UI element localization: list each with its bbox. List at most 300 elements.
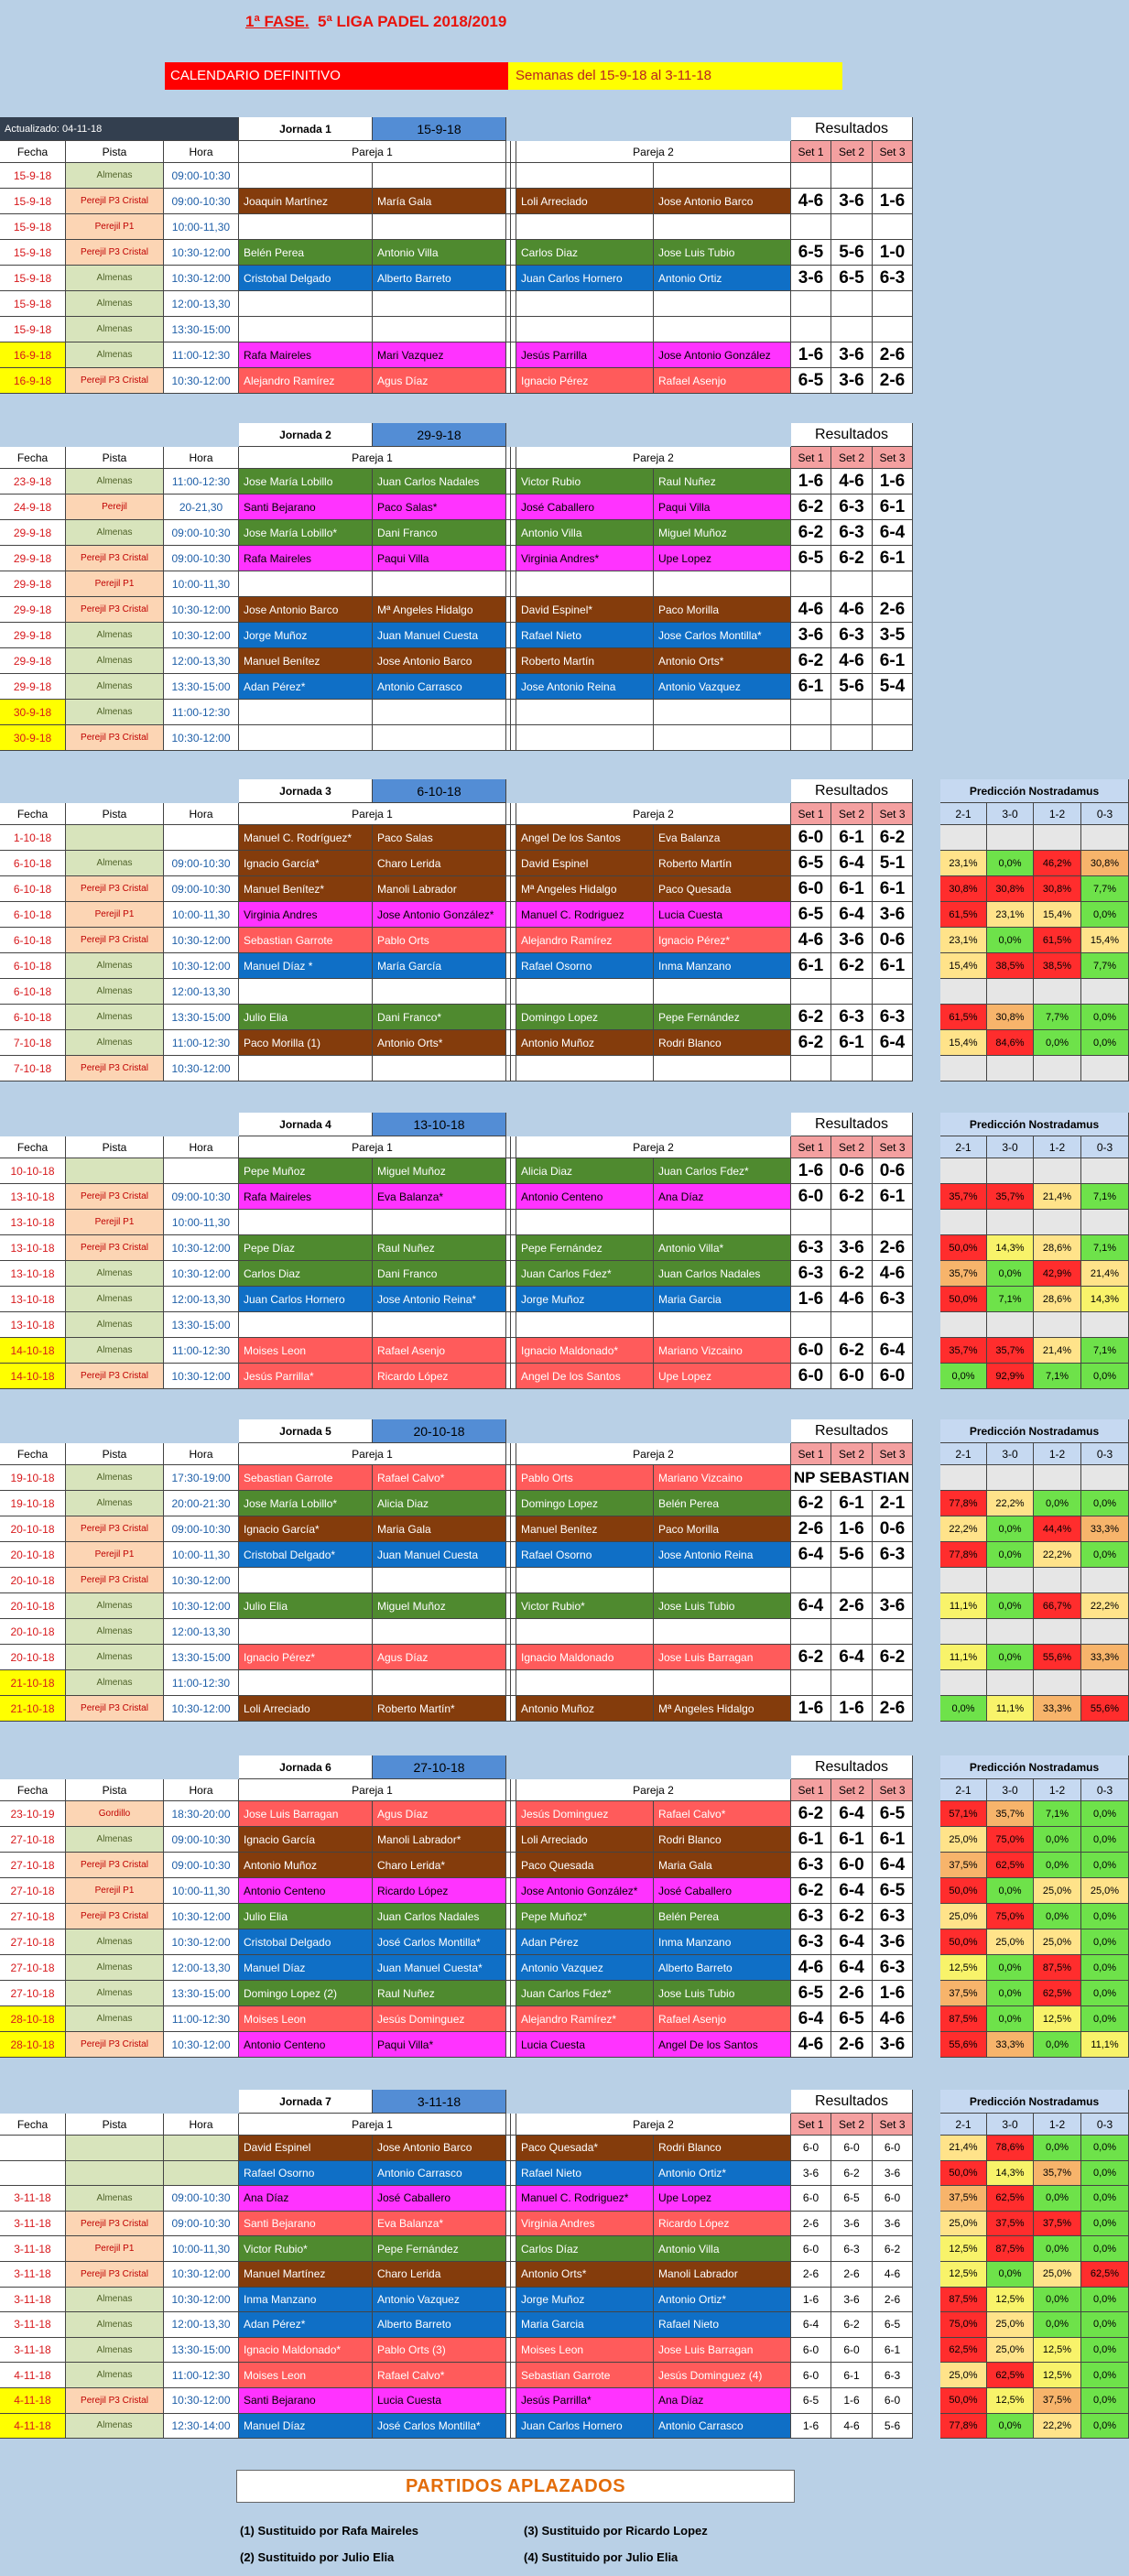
set-3-score: 6-0: [873, 2388, 913, 2414]
pair2-player2: [654, 979, 791, 1005]
pair2-player1: [516, 317, 654, 342]
set-1-score: 1-6: [791, 469, 831, 495]
prediction-0-3: 14,3%: [1081, 1287, 1129, 1312]
prediction-3-0: 62,5%: [987, 2363, 1034, 2388]
pair2-player1: Victor Rubio*: [516, 1593, 654, 1619]
match-time: 09:00-10:30: [164, 2212, 239, 2237]
match-court: Perejil: [66, 495, 164, 520]
match-row: [0, 597, 1129, 623]
pair2-player2: Maria Gala: [654, 1853, 791, 1878]
pair2-player2: Antonio Orts*: [654, 648, 791, 674]
match-time: 12:00-13,30: [164, 1955, 239, 1981]
match-row: [0, 266, 1129, 291]
match-court: Perejil P3 Cristal: [66, 189, 164, 214]
pair1-player1: Cristobal Delgado*: [239, 1542, 373, 1568]
pair1-player2: Charo Lerida: [373, 851, 506, 876]
pair2-player2: [654, 700, 791, 725]
prediction-3-0: 12,5%: [987, 2288, 1034, 2313]
prediction-2-1: 61,5%: [940, 1005, 987, 1030]
match-time: 10:00-11,30: [164, 214, 239, 240]
match-time: 10:30-12:00: [164, 1364, 239, 1389]
pair2-player1: Antonio Centeno: [516, 1184, 654, 1210]
match-row: [0, 2212, 1129, 2237]
set-2-score: 0-6: [831, 1158, 873, 1184]
prediction-3-0: 30,8%: [987, 876, 1034, 902]
set-2-score: [831, 700, 873, 725]
match-time: 10:30-12:00: [164, 928, 239, 953]
pair1-player2: María García: [373, 953, 506, 979]
prediction-1-2: [1034, 1158, 1081, 1184]
pair2-player2: Jose Luis Tubio: [654, 1593, 791, 1619]
match-date: 28-10-18: [0, 2006, 66, 2032]
match-time: 20:00-21:30: [164, 1491, 239, 1516]
prediction-3-0: 0,0%: [987, 2262, 1034, 2288]
pair2-player2: Juan Carlos Fdez*: [654, 1158, 791, 1184]
prediction-0-3: 0,0%: [1081, 2186, 1129, 2212]
set-2-score: 4-6: [831, 469, 873, 495]
set-1-score: 6-2: [791, 1005, 831, 1030]
prediction-1-2: [1034, 1568, 1081, 1593]
match-row: [0, 2006, 1129, 2032]
match-date: 13-10-18: [0, 1210, 66, 1235]
match-time: 11:00-12:30: [164, 700, 239, 725]
pair2-player1: Paco Quesada*: [516, 2136, 654, 2161]
column-headers: [0, 803, 1129, 825]
set-2-score: 1-6: [831, 1516, 873, 1542]
pair1-player2: Juan Carlos Nadales: [373, 469, 506, 495]
pair2-player1: Victor Rubio: [516, 469, 654, 495]
match-date: 7-10-18: [0, 1030, 66, 1056]
pair1-player1: Rafa Maireles: [239, 1184, 373, 1210]
pair2-player1: Jorge Muñoz: [516, 2288, 654, 2313]
prediction-3-0: 23,1%: [987, 902, 1034, 928]
prediction-0-3: 0,0%: [1081, 1827, 1129, 1853]
match-court: Almenas: [66, 2363, 164, 2388]
match-date: 6-10-18: [0, 876, 66, 902]
set-2-score: [831, 979, 873, 1005]
pair2-player1: Paco Quesada: [516, 1853, 654, 1878]
header-set1: Set 1: [791, 1443, 831, 1465]
match-time: 13:30-15:00: [164, 1645, 239, 1670]
jornada-title: Jornada 6: [239, 1755, 373, 1779]
pair2-player2: Upe Lopez: [654, 546, 791, 571]
header-fecha: Fecha: [0, 1136, 66, 1158]
prediction-0-3: 0,0%: [1081, 1981, 1129, 2006]
match-date: [0, 2136, 66, 2161]
match-court: Almenas: [66, 1593, 164, 1619]
prediction-3-0: 92,9%: [987, 1364, 1034, 1389]
pair1-player1: [239, 1670, 373, 1696]
prediction-0-3: 22,2%: [1081, 1593, 1129, 1619]
match-row: [0, 495, 1129, 520]
prediction-2-1: 23,1%: [940, 851, 987, 876]
prediction-3-0: 35,7%: [987, 1801, 1034, 1827]
pair1-player1: Julio Elia: [239, 1593, 373, 1619]
pair2-player1: [516, 214, 654, 240]
set-1-score: [791, 1670, 831, 1696]
set-3-score: [873, 1568, 913, 1593]
match-time: 13:30-15:00: [164, 317, 239, 342]
prediction-1-2: 28,6%: [1034, 1235, 1081, 1261]
set-1-score: [791, 1312, 831, 1338]
results-title: Resultados: [791, 1419, 913, 1443]
prediction-3-0: [987, 1619, 1034, 1645]
jornada-title: Jornada 1: [239, 117, 373, 141]
pair2-player2: Lucia Cuesta: [654, 902, 791, 928]
pair2-player1: Adan Pérez: [516, 1929, 654, 1955]
match-date: 13-10-18: [0, 1235, 66, 1261]
match-time: 13:30-15:00: [164, 1981, 239, 2006]
prediction-0-3: 7,1%: [1081, 1338, 1129, 1364]
match-time: 11:00-12:30: [164, 1338, 239, 1364]
prediction-0-3: 0,0%: [1081, 1030, 1129, 1056]
match-time: 09:00-10:30: [164, 163, 239, 189]
set-3-score: 6-0: [873, 2186, 913, 2212]
pair2-player2: Mariano Vizcaino: [654, 1338, 791, 1364]
set-2-score: 3-6: [831, 189, 873, 214]
set-3-score: [873, 725, 913, 751]
pair1-player2: Agus Díaz: [373, 1801, 506, 1827]
match-time: 12:00-13,30: [164, 1287, 239, 1312]
prediction-1-2: 25,0%: [1034, 1878, 1081, 1904]
header-pareja2: Pareja 2: [516, 1136, 791, 1158]
pair1-player1: Ignacio García: [239, 1827, 373, 1853]
prediction-3-0: 0,0%: [987, 2006, 1034, 2032]
set-1-score: 1-6: [791, 1158, 831, 1184]
prediction-1-2: 0,0%: [1034, 1904, 1081, 1929]
match-time: 11:00-12:30: [164, 2006, 239, 2032]
header-pareja2: Pareja 2: [516, 803, 791, 825]
set-1-score: 6-2: [791, 1491, 831, 1516]
set-3-score: 3-5: [873, 623, 913, 648]
set-3-score: 6-1: [873, 953, 913, 979]
header-set3: Set 3: [873, 1443, 913, 1465]
set-3-score: 4-6: [873, 1261, 913, 1287]
set-1-score: 4-6: [791, 597, 831, 623]
pair2-player2: Jesús Dominguez (4): [654, 2363, 791, 2388]
footnote-1: (1) Sustituido por Rafa Maireles: [240, 2524, 419, 2538]
header-pred-p12: 1-2: [1034, 1136, 1081, 1158]
prediction-1-2: 55,6%: [1034, 1645, 1081, 1670]
prediction-0-3: 7,1%: [1081, 1184, 1129, 1210]
match-time: 10:30-12:00: [164, 1593, 239, 1619]
prediction-0-3: [1081, 1568, 1129, 1593]
prediction-1-2: 15,4%: [1034, 902, 1081, 928]
set-2-score: 3-6: [831, 342, 873, 368]
match-date: 3-11-18: [0, 2212, 66, 2237]
set-2-score: 3-6: [831, 1235, 873, 1261]
results-title: Resultados: [791, 2090, 913, 2114]
pair1-player2: [373, 163, 506, 189]
pair1-player1: Sebastian Garrote: [239, 928, 373, 953]
pair2-player2: Paco Quesada: [654, 876, 791, 902]
pair1-player1: Jose María Lobillo*: [239, 1491, 373, 1516]
prediction-3-0: 35,7%: [987, 1184, 1034, 1210]
match-court: Perejil P3 Cristal: [66, 928, 164, 953]
pair1-player2: [373, 1619, 506, 1645]
jornada-date: 29-9-18: [373, 423, 506, 447]
match-time: 17:30-19:00: [164, 1465, 239, 1491]
pair2-player1: [516, 1670, 654, 1696]
pair1-player2: María Gala: [373, 189, 506, 214]
pair1-player1: Manuel Díaz: [239, 2414, 373, 2440]
pair1-player2: Juan Carlos Nadales: [373, 1904, 506, 1929]
pair2-player1: Juan Carlos Fdez*: [516, 1261, 654, 1287]
pair1-player2: [373, 979, 506, 1005]
prediction-1-2: 30,8%: [1034, 876, 1081, 902]
pair1-player2: Alicia Diaz: [373, 1491, 506, 1516]
match-time: 10:30-12:00: [164, 1235, 239, 1261]
match-row: [0, 928, 1129, 953]
match-date: 3-11-18: [0, 2262, 66, 2288]
prediction-2-1: 55,6%: [940, 2032, 987, 2058]
jornada-date: 27-10-18: [373, 1755, 506, 1779]
pair2-player2: [654, 1312, 791, 1338]
prediction-3-0: 38,5%: [987, 953, 1034, 979]
prediction-3-0: 0,0%: [987, 1955, 1034, 1981]
set-3-score: 3-6: [873, 902, 913, 928]
set-1-score: [791, 571, 831, 597]
pair2-player2: Belén Perea: [654, 1904, 791, 1929]
prediction-1-2: 0,0%: [1034, 2136, 1081, 2161]
header-set1: Set 1: [791, 803, 831, 825]
pair2-player2: Rafael Calvo*: [654, 1801, 791, 1827]
match-row: [0, 520, 1129, 546]
match-date: 6-10-18: [0, 1005, 66, 1030]
pair2-player2: Mariano Vizcaino: [654, 1465, 791, 1491]
match-time: 10:30-12:00: [164, 2262, 239, 2288]
match-date: 6-10-18: [0, 979, 66, 1005]
prediction-3-0: 7,1%: [987, 1287, 1034, 1312]
prediction-1-2: [1034, 1210, 1081, 1235]
header-hora: Hora: [164, 141, 239, 163]
prediction-1-2: 0,0%: [1034, 1030, 1081, 1056]
match-date: 19-10-18: [0, 1465, 66, 1491]
prediction-2-1: 62,5%: [940, 2338, 987, 2364]
match-row: [0, 469, 1129, 495]
match-date: 30-9-18: [0, 700, 66, 725]
set-2-score: [831, 1312, 873, 1338]
prediction-0-3: 0,0%: [1081, 1955, 1129, 1981]
header-set3: Set 3: [873, 1779, 913, 1801]
updated-label: Actualizado: 04-11-18: [0, 117, 239, 141]
prediction-2-1: 21,4%: [940, 2136, 987, 2161]
match-court: Almenas: [66, 1827, 164, 1853]
pair1-player2: [373, 700, 506, 725]
match-time: 09:00-10:30: [164, 189, 239, 214]
header-pred-p12: 1-2: [1034, 1779, 1081, 1801]
prediction-1-2: 62,5%: [1034, 1981, 1081, 2006]
match-court: Perejil P3 Cristal: [66, 1568, 164, 1593]
set-3-score: 2-1: [873, 1491, 913, 1516]
match-row: [0, 1981, 1129, 2006]
prediction-2-1: 37,5%: [940, 2186, 987, 2212]
set-2-score: 6-3: [831, 2236, 873, 2262]
header-set2: Set 2: [831, 2114, 873, 2136]
match-row: [0, 1619, 1129, 1645]
jornada-header: [0, 1419, 1129, 1443]
set-1-score: 6-2: [791, 648, 831, 674]
prediction-0-3: 0,0%: [1081, 1364, 1129, 1389]
set-2-score: 6-2: [831, 1338, 873, 1364]
set-3-score: 6-1: [873, 495, 913, 520]
pair1-player1: Manuel Díaz *: [239, 953, 373, 979]
match-time: 12:00-13,30: [164, 648, 239, 674]
prediction-0-3: 7,1%: [1081, 1235, 1129, 1261]
pair1-player1: Pepe Díaz: [239, 1235, 373, 1261]
pair2-player2: Rafael Asenjo: [654, 2006, 791, 2032]
header-pista: Pista: [66, 141, 164, 163]
prediction-0-3: [1081, 1312, 1129, 1338]
set-2-score: [831, 317, 873, 342]
match-date: 29-9-18: [0, 571, 66, 597]
pair2-player1: [516, 1568, 654, 1593]
pair2-player1: Jesús Dominguez: [516, 1801, 654, 1827]
set-3-score: [873, 214, 913, 240]
prediction-3-0: [987, 979, 1034, 1005]
prediction-2-1: 35,7%: [940, 1184, 987, 1210]
set-1-score: 3-6: [791, 266, 831, 291]
match-time: 10:00-11,30: [164, 902, 239, 928]
prediction-1-2: [1034, 979, 1081, 1005]
pair1-player2: Juan Manuel Cuesta: [373, 623, 506, 648]
set-1-score: 6-5: [791, 902, 831, 928]
match-court: Almenas: [66, 163, 164, 189]
set-1-score: 1-6: [791, 1696, 831, 1722]
match-time: 13:30-15:00: [164, 674, 239, 700]
match-court: Perejil P3 Cristal: [66, 240, 164, 266]
match-row: [0, 163, 1129, 189]
match-date: 19-10-18: [0, 1491, 66, 1516]
match-time: 10:00-11,30: [164, 1542, 239, 1568]
pair1-player1: Manuel Benítez: [239, 648, 373, 674]
match-time: 11:00-12:30: [164, 1030, 239, 1056]
pair2-player2: José Caballero: [654, 1878, 791, 1904]
set-1-score: 6-5: [791, 2388, 831, 2414]
match-court: Perejil P3 Cristal: [66, 1184, 164, 1210]
header-pista: Pista: [66, 803, 164, 825]
prediction-2-1: [940, 1568, 987, 1593]
set-1-score: 6-1: [791, 953, 831, 979]
pair1-player1: Manuel Benítez*: [239, 876, 373, 902]
set-3-score: 5-4: [873, 674, 913, 700]
prediction-2-1: 12,5%: [940, 2236, 987, 2262]
pair1-player1: Ignacio Pérez*: [239, 1645, 373, 1670]
prediction-3-0: 25,0%: [987, 2338, 1034, 2364]
pair2-player2: Inma Manzano: [654, 1929, 791, 1955]
pair1-player2: Dani Franco: [373, 1261, 506, 1287]
match-time: 09:00-10:30: [164, 546, 239, 571]
match-row: [0, 979, 1129, 1005]
prediction-3-0: [987, 1158, 1034, 1184]
set-3-score: [873, 700, 913, 725]
set-3-score: 6-1: [873, 546, 913, 571]
match-date: 20-10-18: [0, 1568, 66, 1593]
prediction-3-0: [987, 1210, 1034, 1235]
prediction-2-1: 50,0%: [940, 1878, 987, 1904]
pair1-player2: [373, 1056, 506, 1081]
set-2-score: [831, 725, 873, 751]
match-court: Almenas: [66, 1261, 164, 1287]
pair2-player1: Moises Leon: [516, 2338, 654, 2364]
set-1-score: [791, 1056, 831, 1081]
header-pista: Pista: [66, 1779, 164, 1801]
match-court: Almenas: [66, 1005, 164, 1030]
set-1-score: 6-3: [791, 1853, 831, 1878]
pair1-player2: Lucia Cuesta: [373, 2388, 506, 2414]
pair2-player1: Antonio Vazquez: [516, 1955, 654, 1981]
match-row: [0, 1312, 1129, 1338]
set-3-score: 5-1: [873, 851, 913, 876]
set-1-score: [791, 1568, 831, 1593]
match-court: Perejil P3 Cristal: [66, 1056, 164, 1081]
match-row: [0, 2288, 1129, 2313]
match-court: Perejil P3 Cristal: [66, 1364, 164, 1389]
match-date: 3-11-18: [0, 2236, 66, 2262]
pair2-player2: Jose Luis Tubio: [654, 240, 791, 266]
pair2-player2: Miguel Muñoz: [654, 520, 791, 546]
prediction-3-0: 30,8%: [987, 1005, 1034, 1030]
set-2-score: 1-6: [831, 1696, 873, 1722]
match-date: 29-9-18: [0, 520, 66, 546]
header-pred-p03: 0-3: [1081, 1136, 1129, 1158]
prediction-2-1: 11,1%: [940, 1645, 987, 1670]
header-pred-p03: 0-3: [1081, 1443, 1129, 1465]
pair2-player1: [516, 291, 654, 317]
pair1-player2: Rafael Calvo*: [373, 2363, 506, 2388]
set-1-score: 6-0: [791, 825, 831, 851]
prediction-2-1: [940, 1670, 987, 1696]
set-3-score: 1-6: [873, 1981, 913, 2006]
pair2-player2: Ignacio Pérez*: [654, 928, 791, 953]
pair1-player2: Ricardo López: [373, 1878, 506, 1904]
match-row: [0, 1338, 1129, 1364]
pair1-player1: Moises Leon: [239, 2006, 373, 2032]
prediction-1-2: 12,5%: [1034, 2006, 1081, 2032]
pair1-player2: Paqui Villa*: [373, 2032, 506, 2058]
pair2-player2: Rodri Blanco: [654, 1827, 791, 1853]
pair2-player2: [654, 725, 791, 751]
set-3-score: [873, 1056, 913, 1081]
prediction-2-1: 0,0%: [940, 1696, 987, 1722]
prediction-0-3: 0,0%: [1081, 1853, 1129, 1878]
set-2-score: 6-1: [831, 1491, 873, 1516]
pair2-player1: Antonio Muñoz: [516, 1696, 654, 1722]
jornada-date: 20-10-18: [373, 1419, 506, 1443]
match-court: Almenas: [66, 2186, 164, 2212]
pair1-player1: Moises Leon: [239, 2363, 373, 2388]
match-row: [0, 1542, 1129, 1568]
set-2-score: 6-1: [831, 2363, 873, 2388]
prediction-2-1: 77,8%: [940, 1542, 987, 1568]
pair1-player2: Antonio Carrasco: [373, 674, 506, 700]
set-1-score: 3-6: [791, 623, 831, 648]
match-date: 21-10-18: [0, 1670, 66, 1696]
set-3-score: 2-6: [873, 2288, 913, 2313]
prediction-0-3: 7,7%: [1081, 953, 1129, 979]
match-date: 27-10-18: [0, 1878, 66, 1904]
match-date: 30-9-18: [0, 725, 66, 751]
match-date: 14-10-18: [0, 1364, 66, 1389]
prediction-2-1: 50,0%: [940, 2388, 987, 2414]
set-2-score: 6-2: [831, 2161, 873, 2187]
pair2-player2: Jose Antonio Barco: [654, 189, 791, 214]
prediction-1-2: 0,0%: [1034, 2312, 1081, 2338]
set-1-score: 6-5: [791, 368, 831, 394]
set-3-score: [873, 1210, 913, 1235]
pair1-player1: Antonio Centeno: [239, 2032, 373, 2058]
prediction-1-2: 0,0%: [1034, 1853, 1081, 1878]
